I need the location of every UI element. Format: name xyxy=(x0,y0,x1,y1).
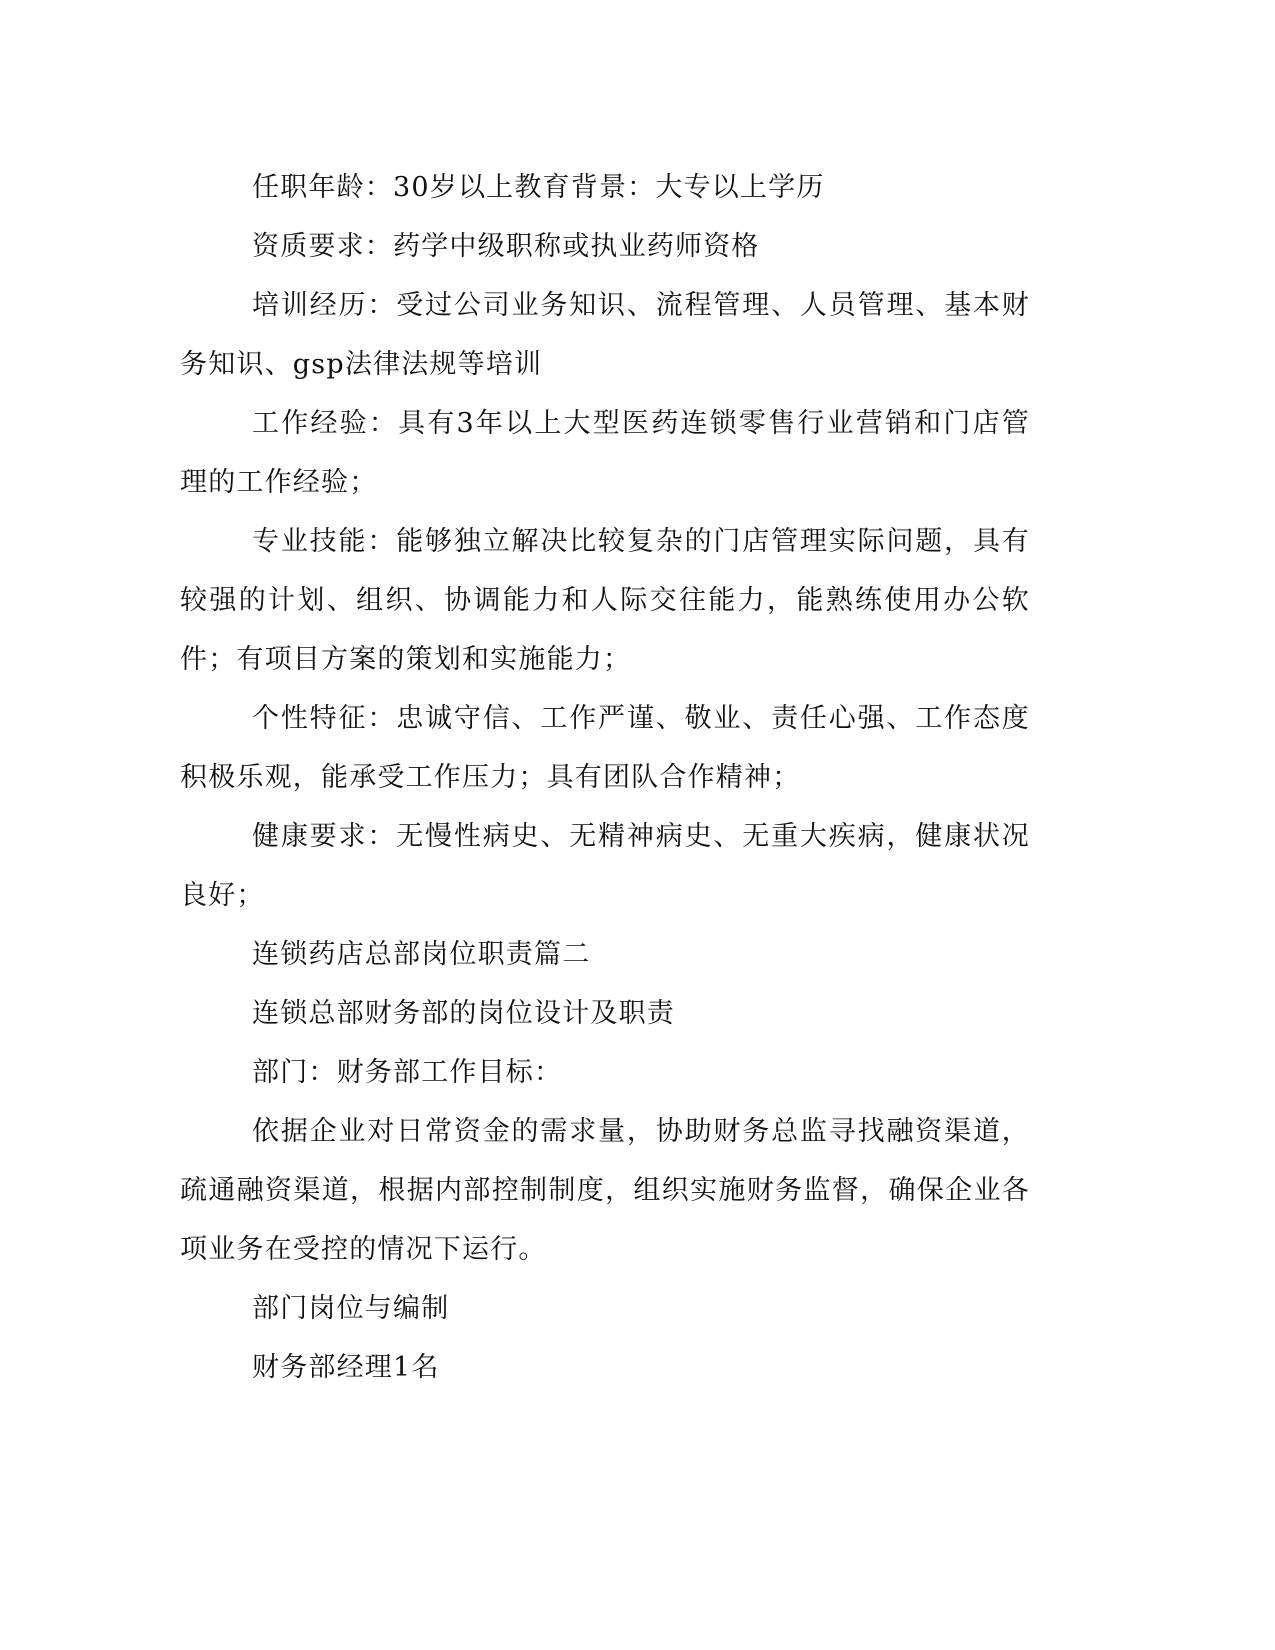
paragraph-age-education: 任职年龄：30岁以上教育背景：大专以上学历 xyxy=(252,172,825,203)
section-subheading-finance: 连锁总部财务部的岗位设计及职责 xyxy=(252,998,675,1029)
paragraph-skills: 专业技能：能够独立解决比较复杂的门店管理实际问题，具有较强的计划、组织、协调能力和人际交往能力，能熟练使用办公软件；有项目方案的策划和实施能力； xyxy=(180,526,1030,675)
paragraph-goal-description: 依据企业对日常资金的需求量，协助财务总监寻找融资渠道，疏通融资渠道，根据内部控制制度，组织实施财务监督，确保企业各项业务在受控的情况下运行。 xyxy=(180,1116,1030,1265)
paragraph-training: 培训经历：受过公司业务知识、流程管理、人员管理、基本财务知识、gsp法律法规等培训 xyxy=(180,290,1030,380)
paragraph-department-goal: 部门：财务部工作目标： xyxy=(252,1057,563,1088)
document-body xyxy=(180,158,1030,1397)
paragraph-personality: 个性特征：忠诚守信、工作严谨、敬业、责任心强、工作态度积极乐观，能承受工作压力；具有团队合作精神； xyxy=(180,703,1030,793)
paragraph-finance-manager: 财务部经理1名 xyxy=(252,1352,440,1383)
paragraph-positions-heading: 部门岗位与编制 xyxy=(252,1293,450,1324)
paragraph-experience: 工作经验：具有3年以上大型医药连锁零售行业营销和门店管理的工作经验； xyxy=(180,408,1030,498)
paragraph-health: 健康要求：无慢性病史、无精神病史、无重大疾病，健康状况良好； xyxy=(180,821,1030,911)
paragraph-qualification: 资质要求：药学中级职称或执业药师资格 xyxy=(252,231,760,262)
section-heading-part-two: 连锁药店总部岗位职责篇二 xyxy=(252,939,591,970)
